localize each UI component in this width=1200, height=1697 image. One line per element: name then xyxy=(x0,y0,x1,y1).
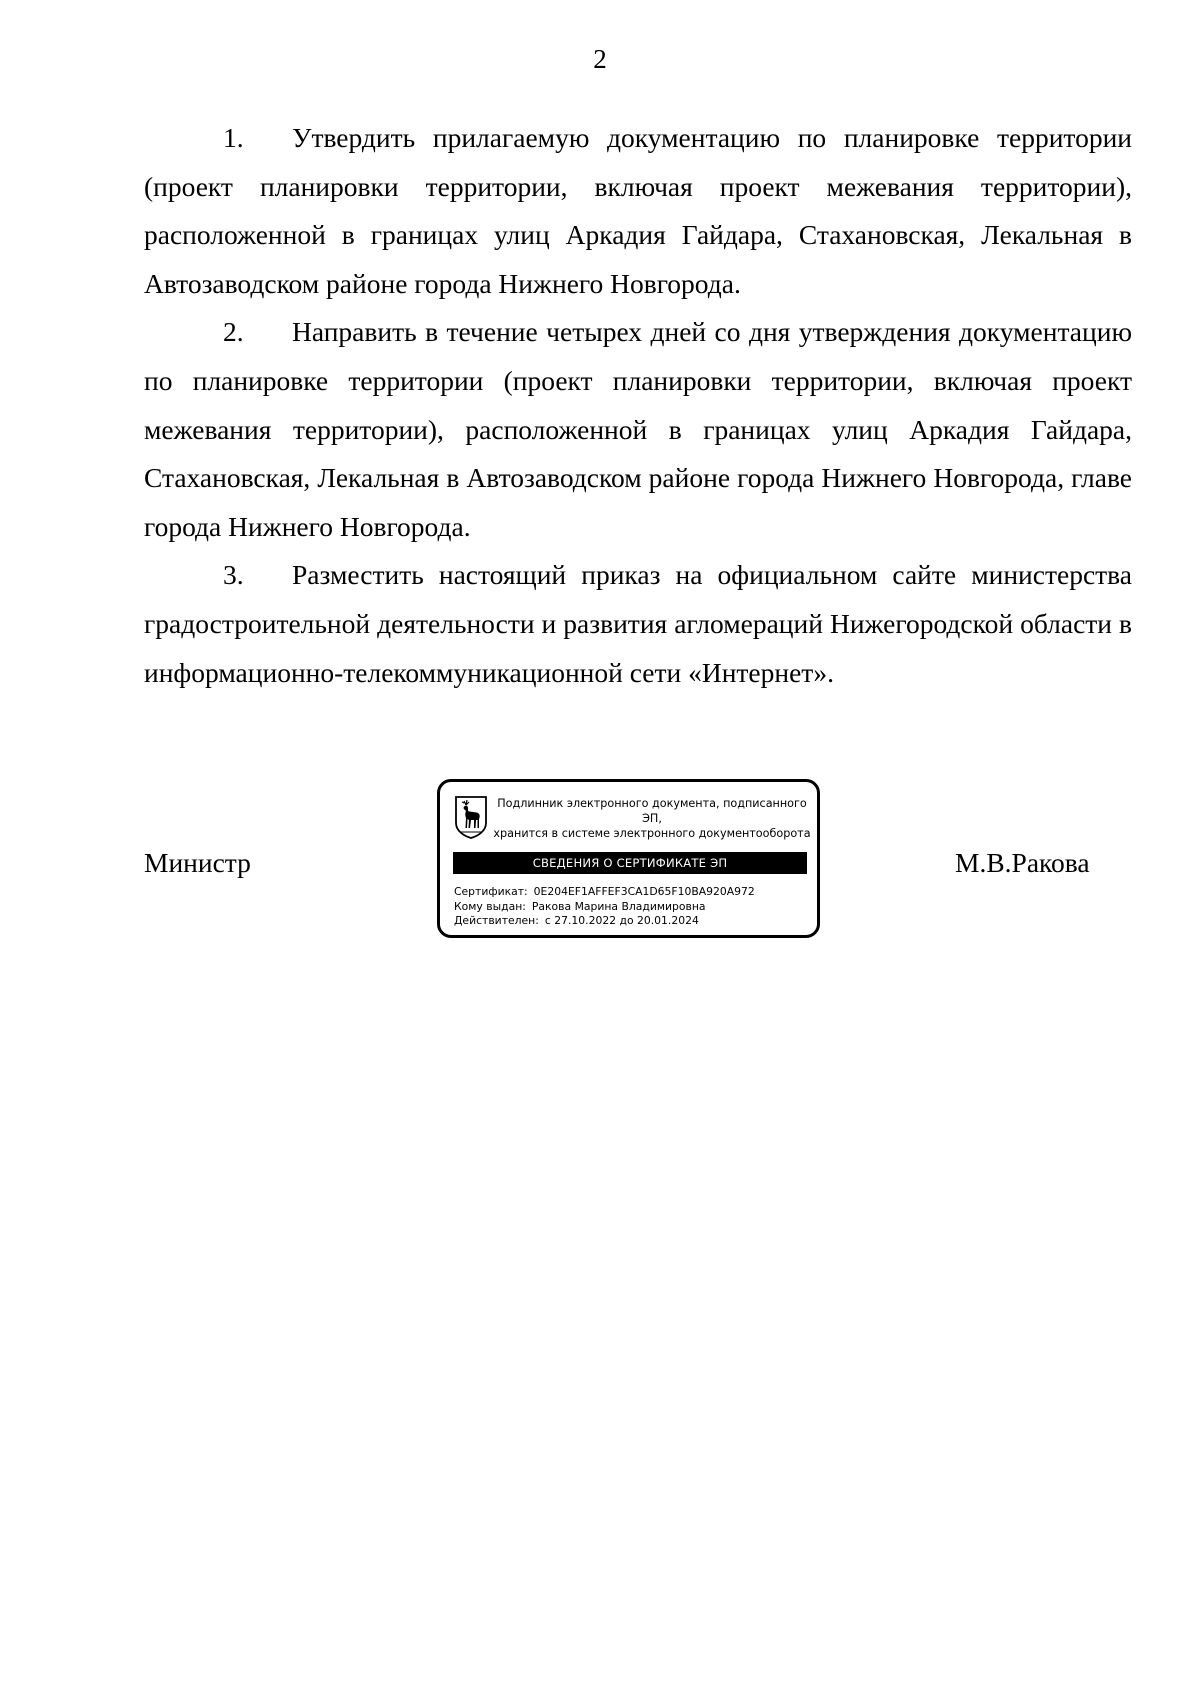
stamp-header-line-2: хранится в системе электронного документооборота xyxy=(493,827,811,840)
certificate-details xyxy=(454,885,814,929)
paragraph-2 xyxy=(144,308,1132,551)
certificate-label: Сертификат: xyxy=(454,885,528,898)
validity-value: с 27.10.2022 до 20.01.2024 xyxy=(544,914,699,927)
paragraph-3 xyxy=(144,551,1132,697)
document-body xyxy=(144,114,1132,697)
certificate-info-bar: СВЕДЕНИЯ О СЕРТИФИКАТЕ ЭП xyxy=(453,852,807,874)
paragraph-number: 1. xyxy=(223,122,244,153)
issued-to-label: Кому выдан: xyxy=(454,899,526,913)
paragraph-number: 3. xyxy=(223,559,244,591)
stamp-header-line-1: Подлинник электронного документа, подписанного ЭП, xyxy=(497,797,807,825)
paragraph-text: Разместить настоящий приказ на официальном сайте министерства градостроительной деятельности и развития агломераций Нижегородской области в информационно-телекоммуникационной сети «Интернет». xyxy=(144,559,1132,688)
validity-label: Действителен: xyxy=(454,914,539,927)
certificate-line xyxy=(454,885,814,900)
certificate-value: 0E204EF1AFFEF3CA1D65F10BA920A972 xyxy=(533,885,755,898)
signer-name: М.В.Ракова xyxy=(955,847,1090,878)
paragraph-text: Утвердить прилагаемую документацию по планировке территории (проект планировки территории, включая проект межевания территории), расположенной в границах улиц Аркадия Гайдара, Стахановская, Лекальная в Автозаводском районе города Нижнего Новгорода. xyxy=(144,122,1132,299)
paragraph-text: Направить в течение четырех дней со дня утверждения документацию по планировке территории (проект планировки территории, включая проект межевания территории), расположенной в границах улиц Аркадия Гайдара, Стахановская, Лекальная в Автозаводском районе города Нижнего Новгорода, главе города Нижнего Новгорода. xyxy=(144,316,1132,542)
electronic-signature-stamp xyxy=(437,779,820,938)
nizhny-novgorod-deer-emblem-icon xyxy=(454,795,488,839)
stamp-header xyxy=(492,796,812,841)
validity-line xyxy=(454,914,814,929)
paragraph-1 xyxy=(144,114,1132,308)
issued-to-value: Ракова Марина Владимировна xyxy=(531,899,706,913)
paragraph-number: 2. xyxy=(223,316,244,348)
signer-position: Министр xyxy=(144,847,251,878)
issued-to-line xyxy=(454,900,814,915)
page-number: 2 xyxy=(593,44,607,74)
